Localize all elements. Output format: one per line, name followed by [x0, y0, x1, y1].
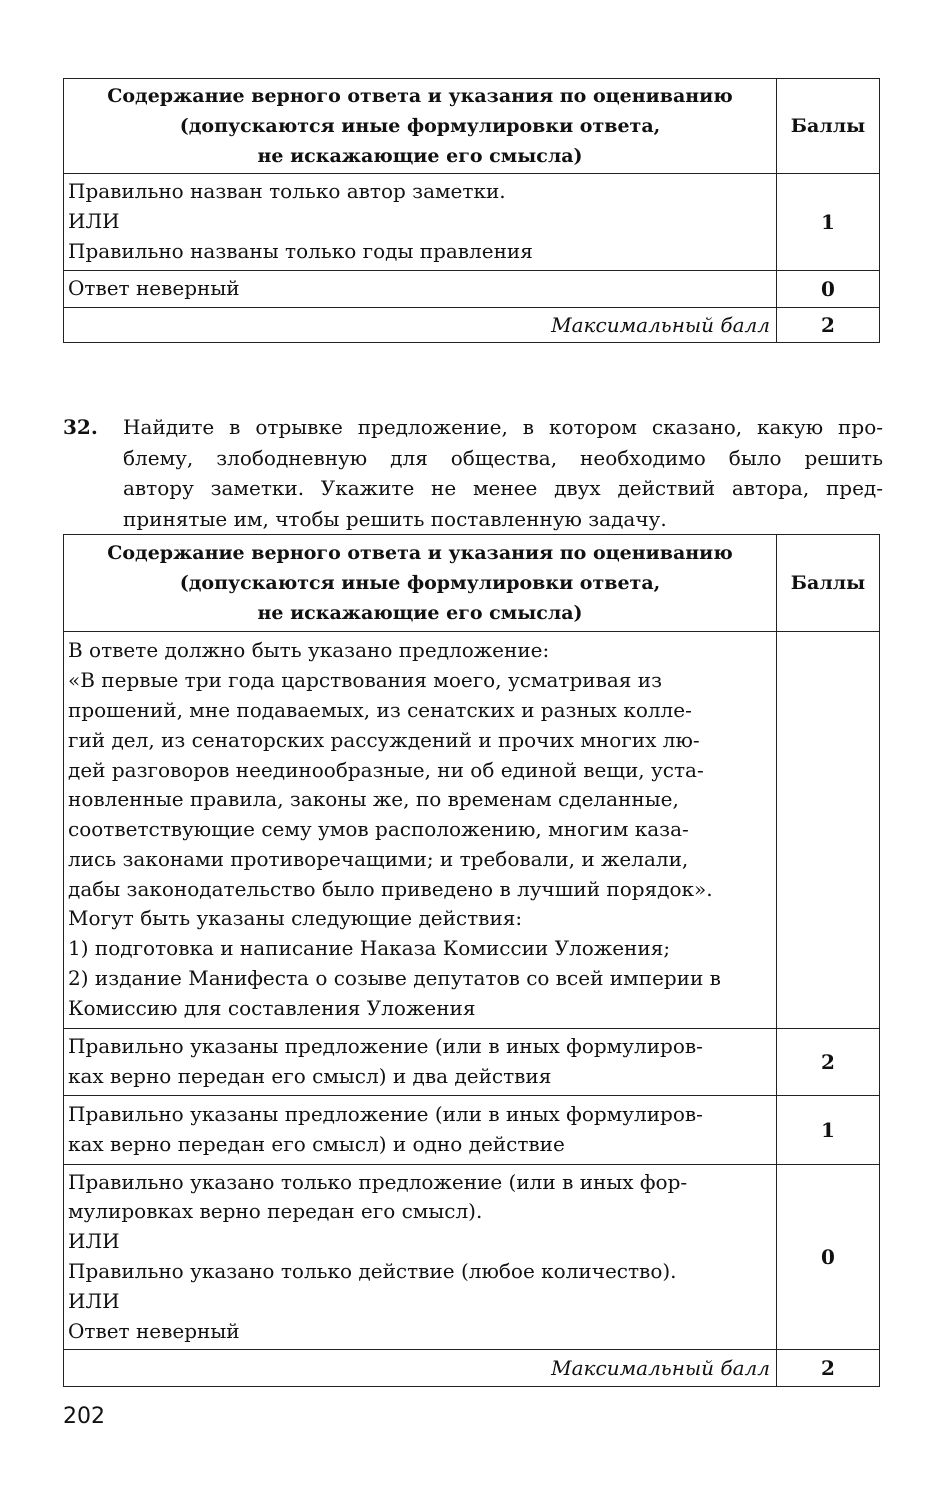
page-number: 202	[63, 1404, 105, 1429]
score-cell: 0	[777, 1165, 880, 1350]
max-score-value: 2	[777, 1350, 880, 1387]
header-line: Содержание верного ответа и указания по оцениванию	[107, 542, 733, 564]
answer-line: новленные правила, законы же, по временам сделанные,	[68, 787, 679, 812]
criteria-line: Правильно указаны предложение (или в иных формулиров-	[68, 1034, 703, 1059]
task-line: блему, злободневную для общества, необходимо было решить	[123, 445, 883, 470]
header-line: не искажающие его смысла)	[257, 145, 583, 167]
max-score-value: 2	[777, 308, 880, 343]
criteria-line: ИЛИ	[68, 1229, 120, 1254]
header-content-cell	[64, 79, 777, 174]
criteria-line: Правильно указано только действие (любое количество).	[68, 1259, 677, 1283]
task-line: автору заметки. Укажите не менее двух действий автора, пред-	[123, 476, 883, 500]
answer-line: лись законами противоречащими; и требовали, и желали,	[68, 846, 689, 871]
criteria-cell	[64, 271, 777, 308]
table-row	[64, 1096, 880, 1165]
answer-line: Комиссию для составления Уложения	[68, 995, 476, 1020]
answer-row	[64, 632, 880, 1029]
max-score-row	[64, 308, 880, 343]
criteria-line: ках верно передан его смысл) и одно действие	[68, 1132, 565, 1156]
table-header-row	[64, 535, 880, 632]
score-cell: 2	[777, 1029, 880, 1096]
table-header-row	[64, 79, 880, 174]
criteria-line: Ответ неверный	[68, 1318, 240, 1343]
criteria-cell	[64, 1029, 777, 1096]
max-score-row	[64, 1350, 880, 1387]
empty-score-cell	[777, 632, 880, 1029]
answer-line: прошений, мне подаваемых, из сенатских и разных колле-	[68, 697, 692, 722]
scoring-table-32	[63, 534, 880, 1387]
header-score-cell: Баллы	[777, 535, 880, 632]
score-cell: 0	[777, 271, 880, 308]
answer-line: «В первые три года царствования моего, усматривая из	[68, 668, 662, 693]
answer-line: гий дел, из сенаторских рассуждений и прочих многих лю-	[68, 727, 700, 752]
header-line: (допускаются иные формулировки ответа,	[179, 572, 661, 594]
answer-line: 1) подготовка и написание Наказа Комиссии Уложения;	[68, 936, 671, 961]
task-line: Найдите в отрывке предложение, в котором сказано, какую про-	[123, 415, 883, 439]
criteria-line: ИЛИ	[68, 209, 120, 234]
criteria-cell	[64, 174, 777, 271]
task-text	[123, 412, 883, 534]
answer-line: дабы законодательство было приведено в лучший порядок».	[68, 876, 713, 901]
criteria-line: ИЛИ	[68, 1288, 120, 1313]
answer-line: дей разговоров неединообразные, ни об единой вещи, уста-	[68, 757, 704, 782]
score-cell: 1	[777, 1096, 880, 1165]
header-score-cell: Баллы	[777, 79, 880, 174]
task-number: 32.	[63, 415, 98, 439]
answer-line: соответствующие сему умов расположению, многим каза-	[68, 817, 689, 842]
criteria-line: мулировках верно передан его смысл).	[68, 1199, 483, 1224]
answer-cell	[64, 632, 777, 1029]
table-row	[64, 1165, 880, 1350]
header-line: (допускаются иные формулировки ответа,	[179, 115, 661, 137]
max-score-label: Максимальный балл	[64, 1350, 777, 1387]
criteria-line: ках верно передан его смысл) и два действия	[68, 1064, 552, 1088]
table-row	[64, 271, 880, 308]
header-content-cell	[64, 535, 777, 632]
header-line: Содержание верного ответа и указания по оцениванию	[107, 85, 733, 107]
score-cell: 1	[777, 174, 880, 271]
criteria-line: Правильно названы только годы правления	[68, 238, 533, 263]
criteria-cell	[64, 1165, 777, 1350]
answer-line: В ответе должно быть указано предложение:	[68, 638, 550, 663]
criteria-cell	[64, 1096, 777, 1165]
task-line: принятые им, чтобы решить поставленную задачу.	[123, 506, 667, 531]
table-row	[64, 1029, 880, 1096]
criteria-line: Ответ неверный	[68, 276, 240, 301]
max-score-label: Максимальный балл	[64, 308, 777, 343]
table-row	[64, 174, 880, 271]
criteria-line: Правильно назван только автор заметки.	[68, 179, 506, 204]
answer-line: Могут быть указаны следующие действия:	[68, 906, 523, 931]
scoring-table-31	[63, 78, 880, 343]
task-32	[63, 412, 883, 534]
criteria-line: Правильно указаны предложение (или в иных формулиров-	[68, 1102, 703, 1127]
header-line: не искажающие его смысла)	[257, 602, 583, 624]
criteria-line: Правильно указано только предложение (или в иных фор-	[68, 1169, 688, 1194]
answer-line: 2) издание Манифеста о созыве депутатов со всей империи в	[68, 966, 721, 991]
